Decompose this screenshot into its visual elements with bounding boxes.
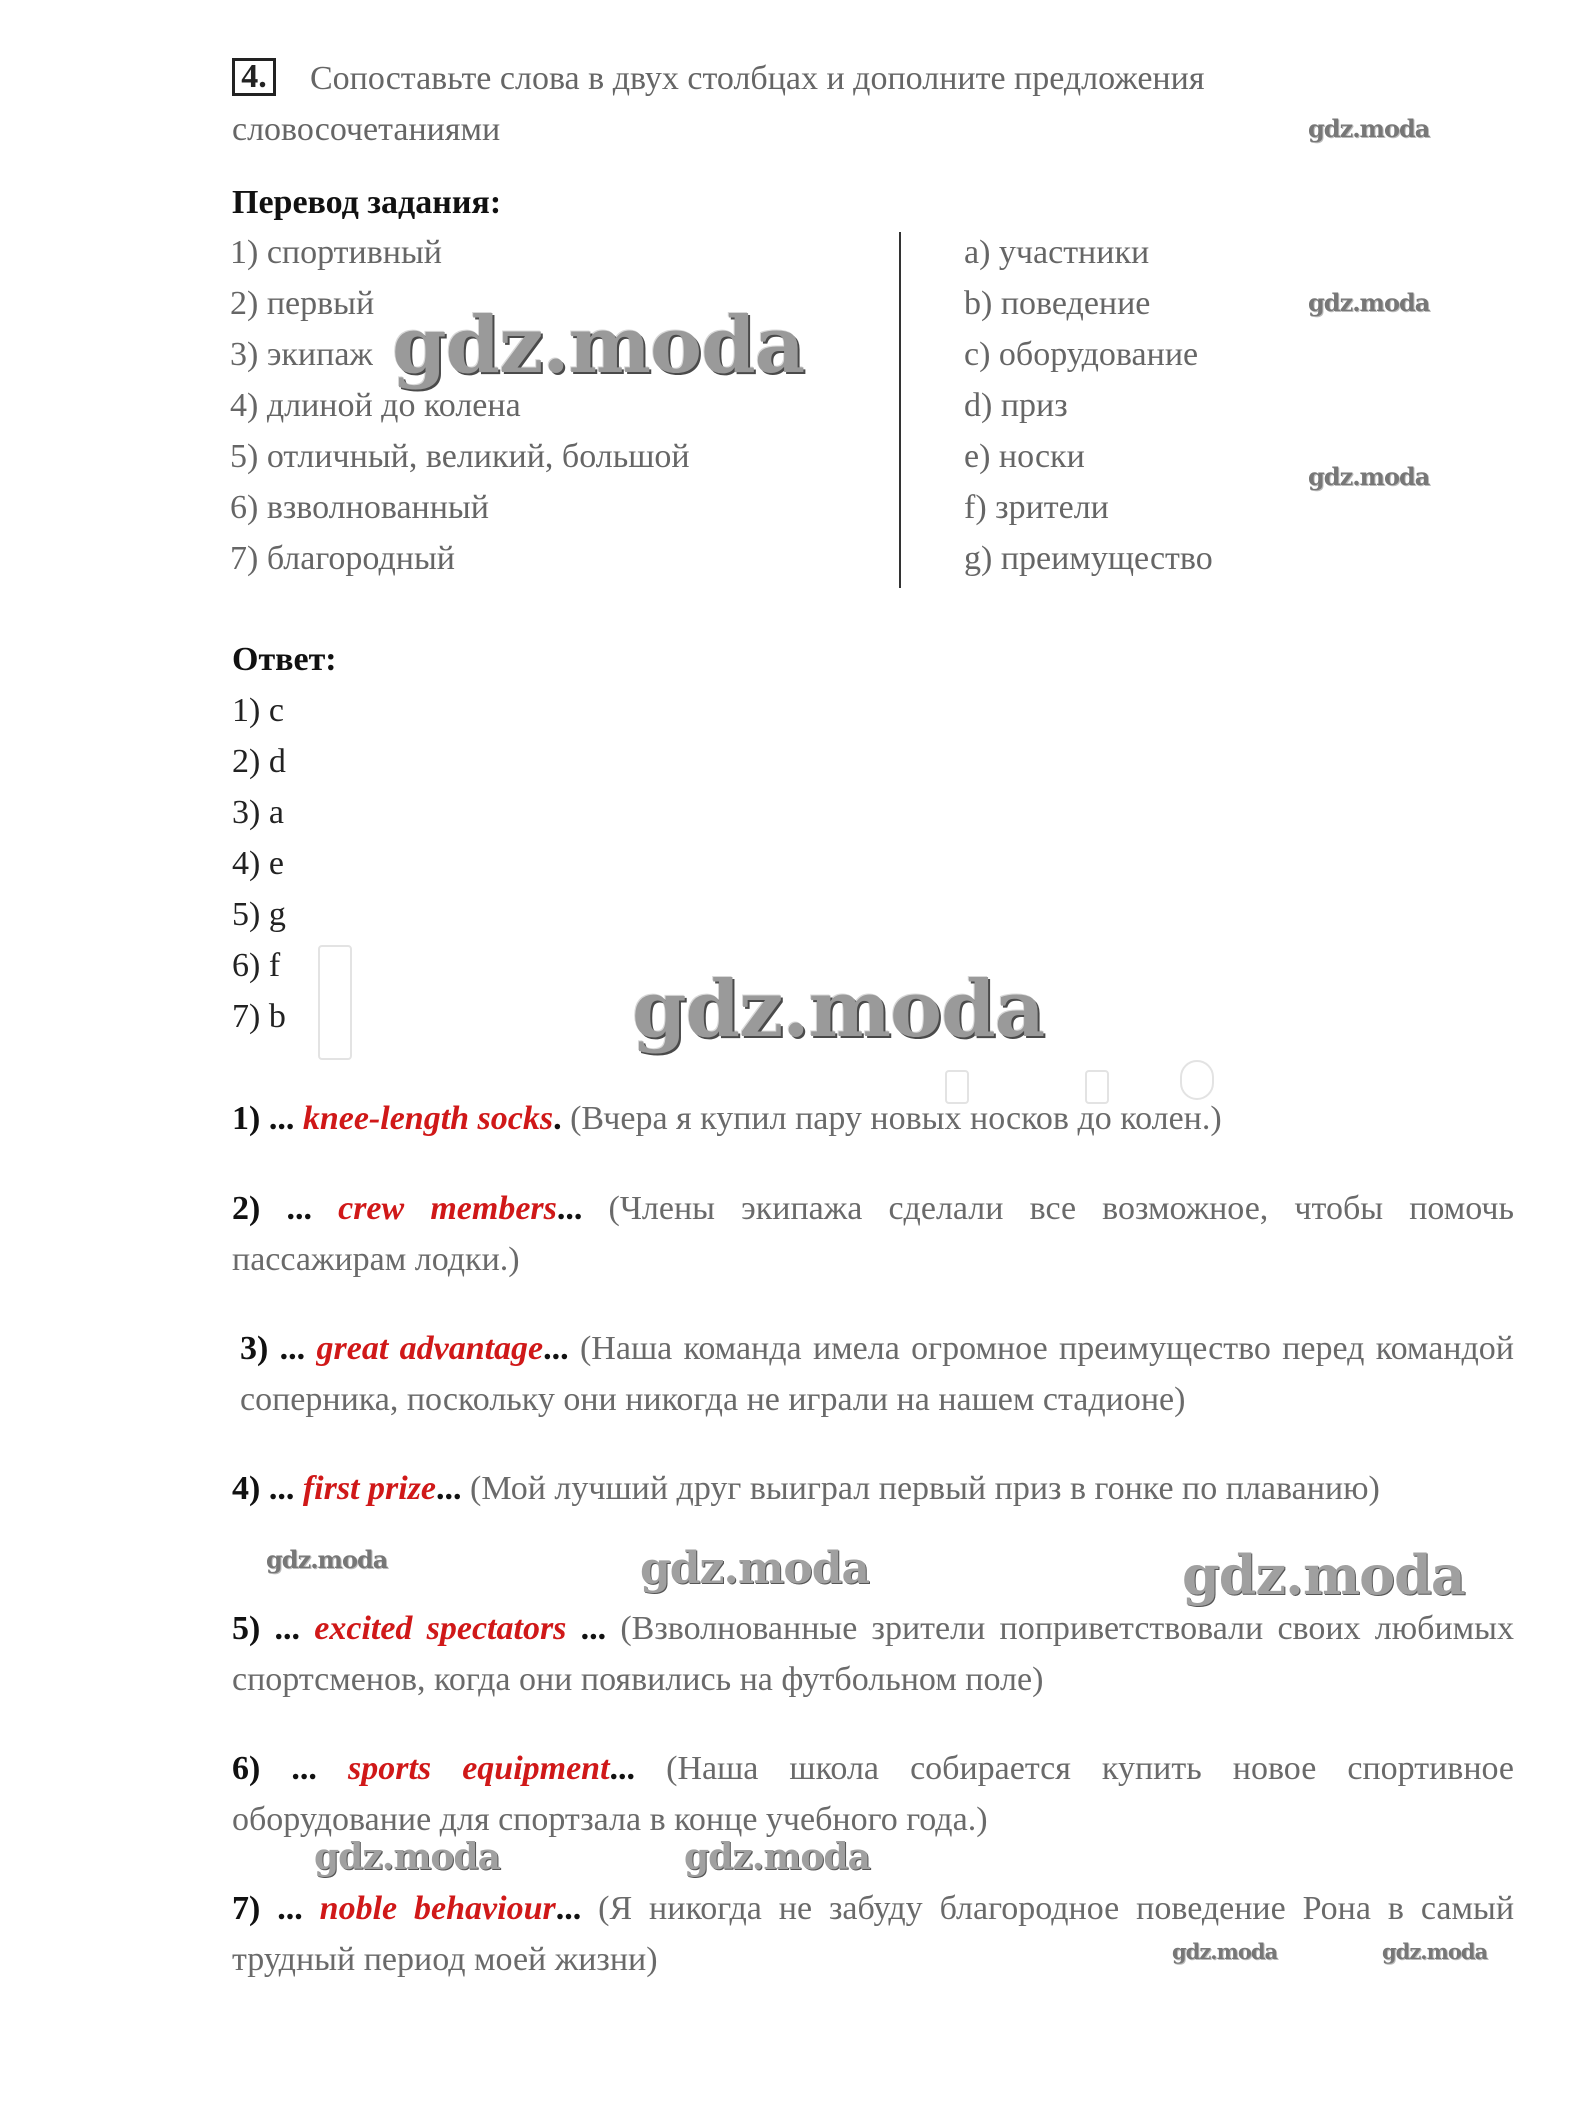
sentence-translation: (Вчера я купил пару новых носков до колен.) bbox=[561, 1100, 1222, 1137]
sentence-tail: ... bbox=[436, 1470, 462, 1507]
sentence-translation: (Наша школа собирается купить новое спортивное оборудование для спортзала в конце учебного года.) bbox=[232, 1750, 1515, 1838]
answer-item: 7) b bbox=[232, 998, 286, 1035]
sentence-translation: (Взволнованные зрители поприветствовали своих любимых спортсменов, когда они появились на футбольном поле) bbox=[232, 1610, 1515, 1698]
watermark: gdz.moda bbox=[392, 300, 805, 391]
right-item: c) оборудование bbox=[964, 336, 1199, 373]
left-item: 3) экипаж bbox=[230, 336, 373, 373]
watermark: gdz.moda bbox=[1172, 1939, 1278, 1964]
sentence-phrase: knee-length socks bbox=[302, 1100, 554, 1137]
watermark: gdz.moda bbox=[1308, 462, 1430, 491]
sentence-5 bbox=[232, 1603, 1514, 1705]
sentence-3 bbox=[240, 1323, 1514, 1425]
sentence-number: 4) ... bbox=[232, 1470, 295, 1507]
watermark: gdz.moda bbox=[684, 1836, 870, 1878]
right-item: g) преимущество bbox=[964, 540, 1213, 577]
sentence-number: 2) ... bbox=[232, 1190, 312, 1227]
sentence-tail: ... bbox=[543, 1330, 569, 1367]
right-item: e) носки bbox=[964, 438, 1085, 475]
watermark: gdz.moda bbox=[1382, 1939, 1488, 1964]
left-item: 5) отличный, великий, большой bbox=[230, 438, 690, 475]
translation-heading: Перевод задания: bbox=[232, 184, 502, 221]
sentence-tail: . bbox=[553, 1100, 562, 1137]
task-instruction-line1: Сопоставьте слова в двух столбцах и дополните предложения bbox=[310, 60, 1205, 97]
answer-item: 4) e bbox=[232, 845, 284, 882]
sentence-number: 7) ... bbox=[232, 1890, 303, 1927]
sentence-translation: (Наша команда имела огромное преимущество перед командой соперника, поскольку они никогда не играли на нашем стадионе) bbox=[240, 1330, 1514, 1418]
left-item: 6) взволнованный bbox=[230, 489, 489, 526]
sentence-number: 6) ... bbox=[232, 1750, 317, 1787]
sentence-phrase: first prize bbox=[302, 1470, 437, 1507]
sentence-phrase: sports equipment bbox=[347, 1750, 610, 1787]
sentence-1 bbox=[232, 1093, 1514, 1144]
sentence-phrase: great advantage bbox=[316, 1330, 544, 1367]
sentence-translation: (Я никогда не забуду благородное поведение Рона в самый трудный период моей жизни) bbox=[232, 1890, 1515, 1978]
sentence-translation: (Члены экипажа сделали все возможное, чтобы помочь пассажирам лодки.) bbox=[232, 1190, 1515, 1278]
right-item: b) поведение bbox=[964, 285, 1151, 322]
left-item: 2) первый bbox=[230, 285, 375, 322]
right-item: a) участники bbox=[964, 234, 1150, 271]
sentence-tail: ... bbox=[556, 1190, 583, 1227]
watermark: gdz.moda bbox=[1308, 114, 1430, 143]
sentence-number: 3) ... bbox=[240, 1330, 306, 1367]
sentence-phrase: crew members bbox=[338, 1190, 557, 1227]
task-number: 4. bbox=[232, 58, 276, 96]
sentence-phrase: noble behaviour bbox=[319, 1890, 556, 1927]
sentence-number: 1) ... bbox=[232, 1100, 295, 1137]
right-item: d) приз bbox=[964, 387, 1068, 424]
watermark: gdz.moda bbox=[266, 1545, 388, 1574]
left-item: 7) благородный bbox=[230, 540, 455, 577]
column-divider bbox=[899, 232, 901, 588]
sentence-tail: ... bbox=[566, 1610, 607, 1647]
watermark: gdz.moda bbox=[632, 964, 1045, 1055]
watermark: gdz.moda bbox=[314, 1836, 500, 1878]
answer-item: 5) g bbox=[232, 896, 286, 933]
ghost-mark bbox=[318, 945, 352, 1060]
watermark: gdz.moda bbox=[1308, 288, 1430, 317]
sentence-tail: ... bbox=[609, 1750, 636, 1787]
sentence-2 bbox=[232, 1183, 1514, 1285]
sentence-6 bbox=[232, 1743, 1514, 1845]
answer-item: 2) d bbox=[232, 743, 286, 780]
watermark: gdz.moda bbox=[640, 1543, 870, 1594]
answer-heading: Ответ: bbox=[232, 641, 337, 678]
answer-item: 3) a bbox=[232, 794, 284, 831]
answer-item: 1) c bbox=[232, 692, 284, 729]
left-item: 1) спортивный bbox=[230, 234, 443, 271]
watermark: gdz.moda bbox=[1182, 1543, 1465, 1607]
left-item: 4) длиной до колена bbox=[230, 387, 521, 424]
sentence-4 bbox=[232, 1463, 1514, 1514]
sentence-number: 5) ... bbox=[232, 1610, 301, 1647]
right-item: f) зрители bbox=[964, 489, 1109, 526]
sentence-tail: ... bbox=[555, 1890, 582, 1927]
sentence-phrase: excited spectators bbox=[314, 1610, 567, 1647]
sentence-translation: (Мой лучший друг выиграл первый приз в гонке по плаванию) bbox=[461, 1470, 1380, 1507]
answer-item: 6) f bbox=[232, 947, 281, 984]
sentence-7 bbox=[232, 1883, 1514, 1985]
task-instruction-line2: словосочетаниями bbox=[232, 111, 501, 148]
